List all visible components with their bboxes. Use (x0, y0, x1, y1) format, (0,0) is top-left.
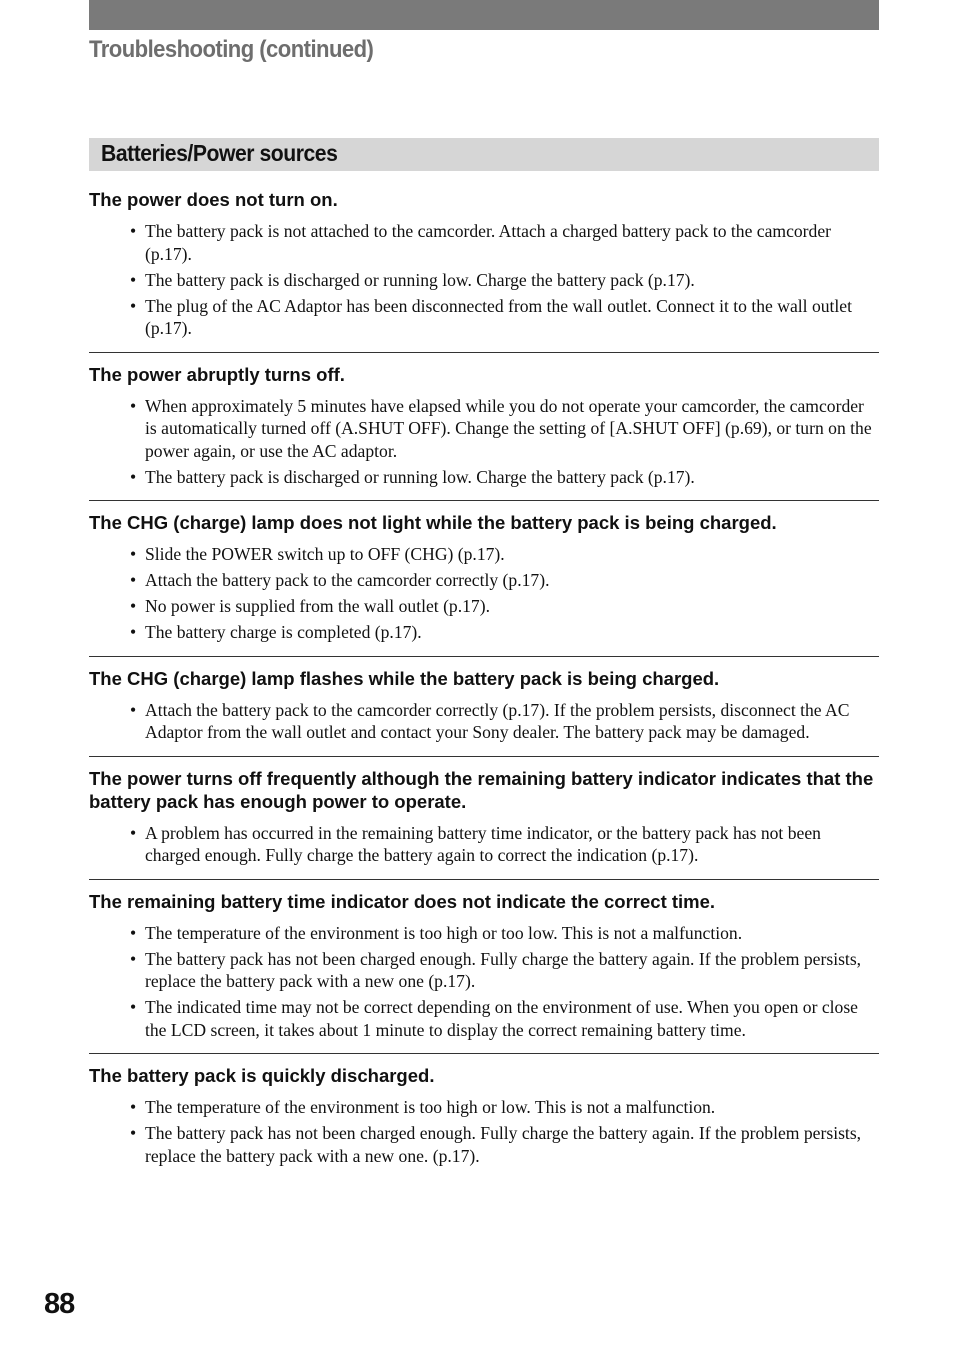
item-text: When approximately 5 minutes have elapsed while you do not operate your camcorder, the camcorder is automatically turned off (A.SHUT OFF). Change the setting of [A.SHUT OFF] (p.69), or turn on the power again, or use the AC adaptor. (145, 395, 872, 461)
item-text: The battery pack is not attached to the camcorder. Attach a charged battery pack to the camcorder (p.17). (145, 221, 832, 264)
item-list (89, 1096, 879, 1167)
item-list (89, 699, 879, 744)
item-text: The battery charge is completed (p.17). (145, 622, 422, 642)
item-text: No power is supplied from the wall outlet (p.17). (145, 596, 490, 616)
topic-power-abruptly-off (89, 363, 879, 502)
item-text: The plug of the AC Adaptor has been disconnected from the wall outlet. Connect it to the wall outlet (p.17). (145, 295, 853, 338)
list-item (89, 822, 879, 867)
bullet-icon: • (130, 295, 137, 316)
topic-indicator-wrong-time (89, 890, 879, 1055)
topic-title: The CHG (charge) lamp does not light while the battery pack is being charged. (89, 512, 777, 533)
list-item (89, 621, 879, 644)
item-list (89, 395, 879, 489)
item-list (89, 543, 879, 644)
item-text: Slide the POWER switch up to OFF (CHG) (p.17). (145, 544, 505, 564)
section-title: Batteries/Power sources (101, 140, 338, 166)
bullet-icon: • (130, 948, 137, 969)
list-item (89, 269, 879, 292)
list-item (89, 996, 879, 1041)
item-text: The battery pack is discharged or running low. Charge the battery pack (p.17). (145, 269, 695, 290)
bullet-icon: • (130, 822, 137, 843)
topic-power-not-on (89, 188, 879, 353)
topic-title: The remaining battery time indicator does not indicate the correct time. (89, 890, 716, 912)
section-heading-bar (89, 138, 879, 171)
item-text: The temperature of the environment is too high or low. This is not a malfunction. (145, 1097, 716, 1117)
item-list (89, 822, 879, 867)
list-item (89, 569, 879, 592)
topic-title: The power does not turn on. (89, 189, 338, 210)
bullet-icon: • (130, 544, 137, 564)
bullet-icon: • (130, 570, 137, 590)
item-text: The battery pack has not been charged enough. Fully charge the battery again. If the problem persists, replace the battery pack with a new one. (p.17). (145, 1123, 862, 1166)
item-list (89, 922, 879, 1042)
bullet-icon: • (130, 395, 137, 416)
topic-chg-lamp-flashes (89, 667, 879, 757)
item-text: Attach the battery pack to the camcorder correctly (p.17). (145, 570, 550, 590)
bullet-icon: • (130, 1097, 137, 1117)
bullet-icon: • (130, 269, 137, 290)
header-bar (89, 0, 879, 30)
topic-quickly-discharged (89, 1064, 879, 1179)
list-item (89, 466, 879, 489)
list-item (89, 295, 879, 340)
bullet-icon: • (130, 596, 137, 616)
bullet-icon: • (130, 466, 137, 487)
item-text: A problem has occurred in the remaining battery time indicator, or the battery pack has not been charged enough. Fully charge the battery again to correct the indication (p.17). (145, 822, 821, 865)
bullet-icon: • (130, 221, 137, 241)
list-item (89, 699, 879, 744)
item-text: Attach the battery pack to the camcorder correctly (p.17). If the problem persists, disconnect the AC Adaptor from the wall outlet and contact your Sony dealer. The battery pack may be damaged. (145, 699, 850, 742)
bullet-icon: • (130, 1123, 137, 1143)
item-text: The battery pack has not been charged enough. Fully charge the battery again. If the problem persists, replace the battery pack with a new one (p.17). (145, 948, 862, 991)
list-item (89, 595, 879, 618)
list-item (89, 948, 879, 993)
topic-title: The battery pack is quickly discharged. (89, 1065, 435, 1086)
list-item (89, 922, 879, 945)
troubleshooting-content (89, 188, 879, 1189)
list-item (89, 1122, 879, 1167)
topic-chg-lamp-no-light (89, 511, 879, 657)
bullet-icon: • (130, 922, 137, 943)
item-list (89, 220, 879, 340)
bullet-icon: • (130, 622, 137, 642)
list-item (89, 1096, 879, 1119)
topic-title: The power abruptly turns off. (89, 363, 345, 385)
topic-title: The CHG (charge) lamp flashes while the battery pack is being charged. (89, 667, 720, 689)
page-number: 88 (44, 1288, 75, 1320)
list-item (89, 220, 879, 265)
item-text: The battery pack is discharged or running low. Charge the battery pack (p.17). (145, 466, 695, 487)
page-header-title: Troubleshooting (continued) (89, 36, 374, 63)
bullet-icon: • (130, 997, 137, 1017)
list-item (89, 395, 879, 463)
item-text: The temperature of the environment is too high or too low. This is not a malfunction. (145, 922, 743, 943)
topic-title: The power turns off frequently although the remaining battery indicator indicates that the battery pack has enough power to operate. (89, 767, 874, 812)
topic-power-off-frequently (89, 767, 879, 880)
bullet-icon: • (130, 699, 137, 720)
item-text: The indicated time may not be correct depending on the environment of use. When you open or close the LCD screen, it takes about 1 minute to display the correct remaining battery time. (145, 997, 858, 1040)
list-item (89, 543, 879, 566)
